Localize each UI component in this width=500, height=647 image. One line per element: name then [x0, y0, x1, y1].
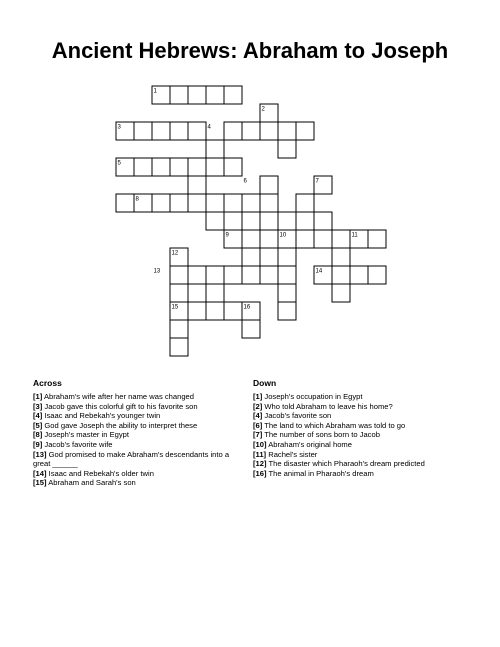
grid-cell[interactable] [242, 266, 260, 284]
down-clue [253, 450, 478, 460]
grid-cell[interactable] [260, 230, 278, 248]
across-clue [33, 421, 248, 431]
grid-cell[interactable] [242, 122, 260, 140]
cell-number: 11 [351, 232, 358, 239]
grid-cell[interactable] [224, 122, 242, 140]
grid-cell[interactable] [170, 284, 188, 302]
clue-number: [2] [253, 401, 263, 411]
grid-cell[interactable] [206, 302, 224, 320]
down-clue [253, 459, 478, 469]
down-heading: Down [253, 378, 277, 388]
grid-cell[interactable] [188, 158, 206, 176]
cell-number: 14 [315, 268, 323, 275]
clue-text: Jacob's favorite wife [42, 439, 113, 449]
clue-number: [9] [33, 439, 43, 449]
grid-cell[interactable] [206, 86, 224, 104]
cell-number: 5 [117, 160, 121, 167]
down-clue [253, 392, 478, 402]
grid-cell[interactable] [278, 302, 296, 320]
clue-text: God promised to make Abraham's descendants into a great ______ [33, 449, 230, 469]
clue-text: Abraham's original home [266, 439, 352, 449]
grid-cell[interactable] [368, 230, 386, 248]
across-clue [33, 402, 248, 412]
grid-cell[interactable] [134, 122, 152, 140]
grid-cell[interactable] [332, 284, 350, 302]
grid-cell[interactable] [188, 194, 206, 212]
across-clue [33, 430, 248, 440]
cell-number: 3 [117, 124, 121, 131]
grid-cell[interactable] [296, 230, 314, 248]
grid-cell[interactable] [116, 194, 134, 212]
grid-cell[interactable] [206, 266, 224, 284]
grid-cell[interactable] [206, 212, 224, 230]
across-clue [33, 469, 248, 479]
cell-number: 12 [171, 250, 179, 257]
grid-cell[interactable] [188, 122, 206, 140]
grid-cell[interactable] [278, 122, 296, 140]
clue-number: [13] [33, 449, 47, 459]
grid-cell[interactable] [170, 194, 188, 212]
clue-text: The disaster which Pharaoh's dream predicted [266, 459, 425, 469]
cell-number: 13 [153, 268, 161, 275]
clue-text: Abraham's wife after her name was changed [42, 392, 195, 401]
grid-cell[interactable] [242, 212, 260, 230]
clue-text: Abraham and Sarah's son [46, 478, 136, 488]
puzzle-title: Ancient Hebrews: Abraham to Joseph [51, 38, 449, 63]
clue-text: Rachel's sister [266, 449, 318, 459]
grid-cell[interactable] [350, 266, 368, 284]
cell-number: 4 [207, 124, 211, 131]
grid-cell[interactable] [188, 302, 206, 320]
down-clue [253, 421, 478, 431]
grid-cell[interactable] [260, 122, 278, 140]
grid-cell[interactable] [170, 266, 188, 284]
clue-text: Who told Abraham to leave his home? [262, 401, 393, 411]
grid-cell[interactable] [170, 122, 188, 140]
grid-cell[interactable] [170, 86, 188, 104]
grid-cell[interactable] [278, 266, 296, 284]
grid-cell[interactable] [224, 266, 242, 284]
grid-cell[interactable] [314, 230, 332, 248]
clue-number: [14] [33, 468, 47, 478]
grid-cell[interactable] [206, 140, 224, 158]
down-clue [253, 440, 478, 450]
clue-text: The number of sons born to Jacob [262, 430, 380, 440]
clue-text: The land to which Abraham was told to go [262, 420, 406, 430]
grid-cell[interactable] [152, 194, 170, 212]
clue-text: The animal in Pharaoh's dream [266, 468, 374, 478]
grid-cell[interactable] [224, 158, 242, 176]
grid-cell[interactable] [296, 122, 314, 140]
across-clue-list [33, 392, 248, 488]
across-clue [33, 478, 248, 488]
grid-cell[interactable] [242, 248, 260, 266]
cell-number: 1 [153, 88, 157, 95]
across-clue [33, 440, 248, 450]
grid-cell[interactable] [368, 266, 386, 284]
cell-number: 7 [315, 178, 319, 185]
grid-cell[interactable] [260, 176, 278, 194]
down-clue-list [253, 392, 478, 478]
cell-number: 16 [243, 304, 251, 311]
grid-cell[interactable] [296, 194, 314, 212]
cell-number: 10 [279, 232, 287, 239]
grid-cell[interactable] [188, 266, 206, 284]
clue-number: [11] [253, 449, 267, 459]
grid-cell[interactable] [188, 86, 206, 104]
grid-cell[interactable] [170, 320, 188, 338]
clue-number: [4] [33, 411, 43, 421]
grid-cell[interactable] [260, 194, 278, 212]
grid-cell[interactable] [332, 230, 350, 248]
clue-number: [8] [33, 430, 43, 440]
grid-cell[interactable] [206, 194, 224, 212]
clue-number: [1] [33, 392, 43, 401]
clue-text: God gave Joseph the ability to interpret these [42, 420, 198, 430]
down-clue [253, 402, 478, 412]
cell-number: 9 [225, 232, 229, 239]
grid-cell[interactable] [206, 284, 224, 302]
across-heading: Across [33, 378, 62, 388]
grid-cell[interactable] [242, 194, 260, 212]
clue-number: [6] [253, 420, 263, 430]
grid-cell[interactable] [278, 140, 296, 158]
clue-number: [12] [253, 459, 267, 469]
cell-number: 2 [261, 106, 265, 113]
grid-cell[interactable] [224, 302, 242, 320]
grid-cell[interactable] [170, 158, 188, 176]
cell-number: 8 [135, 196, 139, 203]
clue-number: [1] [253, 392, 263, 401]
across-clue [33, 392, 248, 402]
clue-text: Jacob's favorite son [262, 411, 332, 421]
clue-number: [3] [33, 401, 43, 411]
across-clue [33, 450, 248, 469]
clue-number: [10] [253, 439, 267, 449]
clue-number: [7] [253, 430, 263, 440]
down-clue [253, 430, 478, 440]
clue-text: Joseph's master in Egypt [42, 430, 129, 440]
grid-cell[interactable] [314, 212, 332, 230]
cell-number: 6 [243, 178, 247, 185]
grid-cell[interactable] [152, 158, 170, 176]
clue-number: [15] [33, 478, 47, 488]
grid-cell[interactable] [206, 158, 224, 176]
clue-text: Isaac and Rebekah's younger twin [42, 411, 161, 421]
grid-cell[interactable] [278, 248, 296, 266]
grid-cell[interactable] [242, 230, 260, 248]
clue-text: Joseph's occupation in Egypt [262, 392, 363, 401]
grid-cell[interactable] [224, 194, 242, 212]
across-clue [33, 411, 248, 421]
grid-cell[interactable] [170, 338, 188, 356]
grid-cell[interactable] [152, 122, 170, 140]
grid-cell[interactable] [278, 284, 296, 302]
clue-number: [4] [253, 411, 263, 421]
grid-cell[interactable] [332, 248, 350, 266]
down-clue [253, 469, 478, 479]
grid-cell[interactable] [242, 320, 260, 338]
grid-cell[interactable] [188, 176, 206, 194]
clue-text: Isaac and Rebekah's older twin [46, 468, 154, 478]
grid-cell[interactable] [332, 266, 350, 284]
grid-cell[interactable] [260, 266, 278, 284]
grid-cell[interactable] [224, 86, 242, 104]
clue-number: [5] [33, 420, 43, 430]
grid-cell[interactable] [134, 158, 152, 176]
grid-cell[interactable] [278, 212, 296, 230]
clue-text: Jacob gave this colorful gift to his favorite son [42, 401, 198, 411]
down-clue [253, 411, 478, 421]
cell-number: 15 [171, 304, 179, 311]
clue-number: [16] [253, 468, 267, 478]
